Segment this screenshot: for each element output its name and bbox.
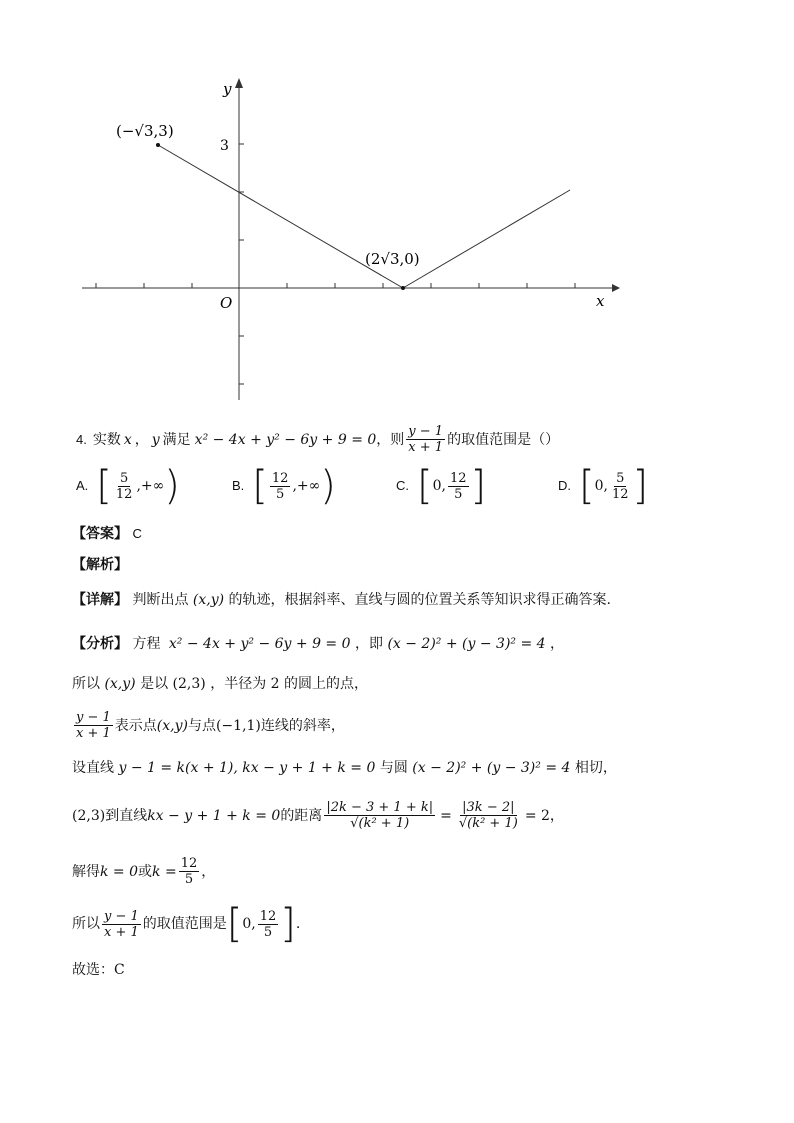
x-axis-label: x	[596, 292, 605, 310]
option-b-tail: ,+∞	[292, 478, 321, 494]
sol-l3-num: y − 1	[76, 710, 111, 725]
stem-equation: x² − 4x + y² − 6y + 9 = 0	[194, 431, 377, 448]
option-d-open: [	[579, 463, 595, 509]
option-b[interactable]	[232, 463, 336, 509]
sol-l4-eq2: (x − 2)² + (y − 3)² = 4	[412, 760, 571, 776]
solution-tag: 【分析】	[72, 636, 128, 652]
sol-l2-pt: (x,y)	[104, 676, 136, 692]
detail-point: (x,y)	[192, 592, 225, 608]
stem-satisfy: 满足	[162, 431, 191, 448]
sol-l3-a: 表示点	[114, 717, 157, 734]
sol-l5-pt: (2,3)	[72, 807, 106, 824]
sol-l1-a: 方程	[132, 636, 161, 652]
sol-l7-num: y − 1	[104, 908, 139, 924]
answer-line	[72, 524, 142, 544]
option-c-fraction	[448, 471, 469, 502]
sol-l7-fraction	[102, 909, 141, 940]
sol-l1-c: ，	[550, 636, 565, 652]
sol-l5-f1-num: |2k − 3 + 1 + k|	[326, 800, 434, 815]
y-axis-arrow	[235, 78, 243, 88]
sol-l6-c: ，	[201, 863, 216, 880]
option-a-tail: ,+∞	[136, 478, 165, 494]
stem-suffix: 的取值范围是（）	[447, 431, 560, 448]
sol-l6-den: 5	[184, 872, 194, 887]
option-c-den: 5	[454, 486, 463, 502]
y-ticks	[239, 144, 244, 384]
solution-line-5	[72, 800, 564, 831]
sol-l6-k: k =	[152, 863, 177, 880]
option-a[interactable]	[76, 463, 180, 509]
solution-line-8: 故选：C	[72, 962, 125, 978]
solution-line-1	[72, 634, 564, 654]
question-stem	[76, 424, 559, 455]
sol-l6-fraction	[179, 856, 200, 887]
sol-l5-tail: = 2，	[524, 807, 564, 824]
sol-l5-eq: kx − y + 1 + k = 0	[147, 807, 281, 824]
x-axis-arrow	[612, 284, 620, 292]
stem-frac-num: y − 1	[408, 424, 444, 439]
sol-l6-b: 或	[138, 863, 153, 880]
sol-l2-c: (2,3)	[172, 676, 206, 692]
sol-l7-end: .	[295, 916, 301, 932]
stem-prefix: 实数	[92, 431, 121, 448]
graph-figure	[70, 70, 630, 410]
option-c[interactable]	[396, 463, 487, 509]
option-d-close: ]	[632, 463, 649, 509]
option-a-fraction	[114, 471, 135, 502]
option-c-close: ]	[470, 463, 487, 509]
option-b-label: B.	[232, 478, 245, 493]
sol-l2-b: 是以	[140, 676, 169, 692]
option-c-head: 0,	[432, 478, 446, 494]
sol-l5-frac1	[324, 800, 435, 831]
solution-line-2	[72, 674, 368, 694]
sol-l3-c: 连线的斜率，	[260, 717, 345, 734]
y-tick-label: 3	[220, 138, 229, 154]
sol-l3-pt: (x,y)	[156, 717, 188, 734]
point-right-label: (2√3,0)	[365, 250, 420, 268]
sol-l1-b: ，即	[354, 636, 383, 652]
point-left-label: (−√3,3)	[116, 122, 174, 140]
sol-l5-f2-num: |3k − 2|	[462, 800, 515, 815]
stem-comma: ，	[134, 431, 149, 448]
option-d-label: D.	[558, 478, 571, 493]
option-a-den: 12	[115, 486, 133, 502]
sol-l2-a: 所以	[72, 676, 100, 692]
sol-l7-fden: 5	[263, 924, 273, 940]
sol-l7-den: x + 1	[104, 924, 139, 940]
solution-line-4	[72, 758, 617, 778]
sol-l3-den: x + 1	[76, 726, 111, 741]
question-number: 4.	[76, 431, 87, 447]
sol-l3-fraction	[74, 710, 113, 741]
answer-value: C	[132, 526, 142, 541]
detail-text-b: 的轨迹，根据斜率、直线与圆的位置关系等知识求得正确答案.	[228, 592, 611, 608]
option-a-open: [	[96, 463, 112, 509]
sol-l7-a: 所以	[72, 916, 100, 932]
sol-l6-num: 12	[180, 856, 198, 871]
x-ticks	[96, 283, 575, 288]
sol-l4-b: 与圆	[379, 760, 408, 776]
sol-l7-range-fraction	[258, 909, 279, 940]
sol-l2-d: ，半径为	[210, 676, 267, 692]
sol-l4-a: 设直线	[72, 760, 114, 776]
detail-line	[72, 590, 611, 610]
sol-l1-eq: x² − 4x + y² − 6y + 9 = 0	[168, 636, 351, 652]
origin-label: O	[220, 294, 233, 312]
detail-tag: 【详解】	[72, 592, 128, 608]
detail-text-a: 判断出点	[132, 592, 189, 608]
option-b-open: [	[252, 463, 268, 509]
var-x: x	[123, 431, 132, 448]
sol-l5-frac2	[457, 800, 520, 831]
sol-l5-a: 到直线	[105, 807, 148, 824]
sol-l7-open: [	[226, 901, 243, 947]
option-d-num: 5	[616, 470, 625, 486]
solution-line-3	[72, 710, 345, 741]
sol-l5-b: 的距离	[280, 807, 323, 824]
right-branch	[403, 190, 570, 288]
sol-l3-b: 与点	[187, 717, 216, 734]
sol-l5-f1-den: √(k² + 1)	[350, 816, 410, 831]
option-b-den: 5	[276, 486, 285, 502]
point-left	[156, 143, 160, 147]
option-d[interactable]	[558, 463, 649, 509]
point-right	[401, 286, 405, 290]
sol-l7-head: 0,	[242, 916, 256, 932]
sol-l7-close: ]	[280, 901, 296, 947]
sol-l2-r: 2	[270, 676, 280, 692]
stem-fraction	[406, 424, 445, 455]
analysis-tag: 【解析】	[72, 557, 128, 573]
sol-l4-c: 相切，	[574, 760, 617, 776]
option-c-open: [	[417, 463, 433, 509]
y-axis-label: y	[223, 80, 232, 98]
sol-l5-eq-sign: =	[440, 807, 452, 824]
option-a-close: )	[164, 463, 180, 509]
option-a-num: 5	[120, 470, 129, 486]
option-d-den: 12	[611, 486, 629, 502]
sol-l7-fnum: 12	[259, 908, 277, 924]
sol-l6-eq: k = 0	[100, 863, 139, 880]
option-b-num: 12	[271, 470, 289, 486]
option-a-label: A.	[76, 478, 89, 493]
option-b-close: )	[320, 463, 336, 509]
answer-tag: 【答案】	[72, 526, 128, 542]
sol-l6-a: 解得	[72, 863, 100, 880]
var-y: y	[151, 431, 160, 448]
stem-frac-den: x + 1	[408, 440, 444, 455]
option-d-fraction	[610, 471, 631, 502]
option-d-head: 0,	[594, 478, 608, 494]
option-b-fraction	[270, 471, 291, 502]
sol-l2-e: 的圆上的点，	[284, 676, 369, 692]
sol-l5-f2-den: √(k² + 1)	[458, 816, 518, 831]
option-c-num: 12	[449, 470, 467, 486]
option-c-label: C.	[396, 478, 409, 493]
sol-l7-b: 的取值范围是	[142, 916, 227, 932]
sol-l3-pt2: (−1,1)	[215, 717, 261, 734]
solution-line-6	[72, 856, 215, 887]
stem-then: ，则	[376, 431, 405, 448]
sol-l4-eq: y − 1 = k(x + 1), kx − y + 1 + k = 0	[118, 760, 376, 776]
solution-line-7	[72, 901, 301, 947]
sol-l1-eq2: (x − 2)² + (y − 3)² = 4	[387, 636, 546, 652]
